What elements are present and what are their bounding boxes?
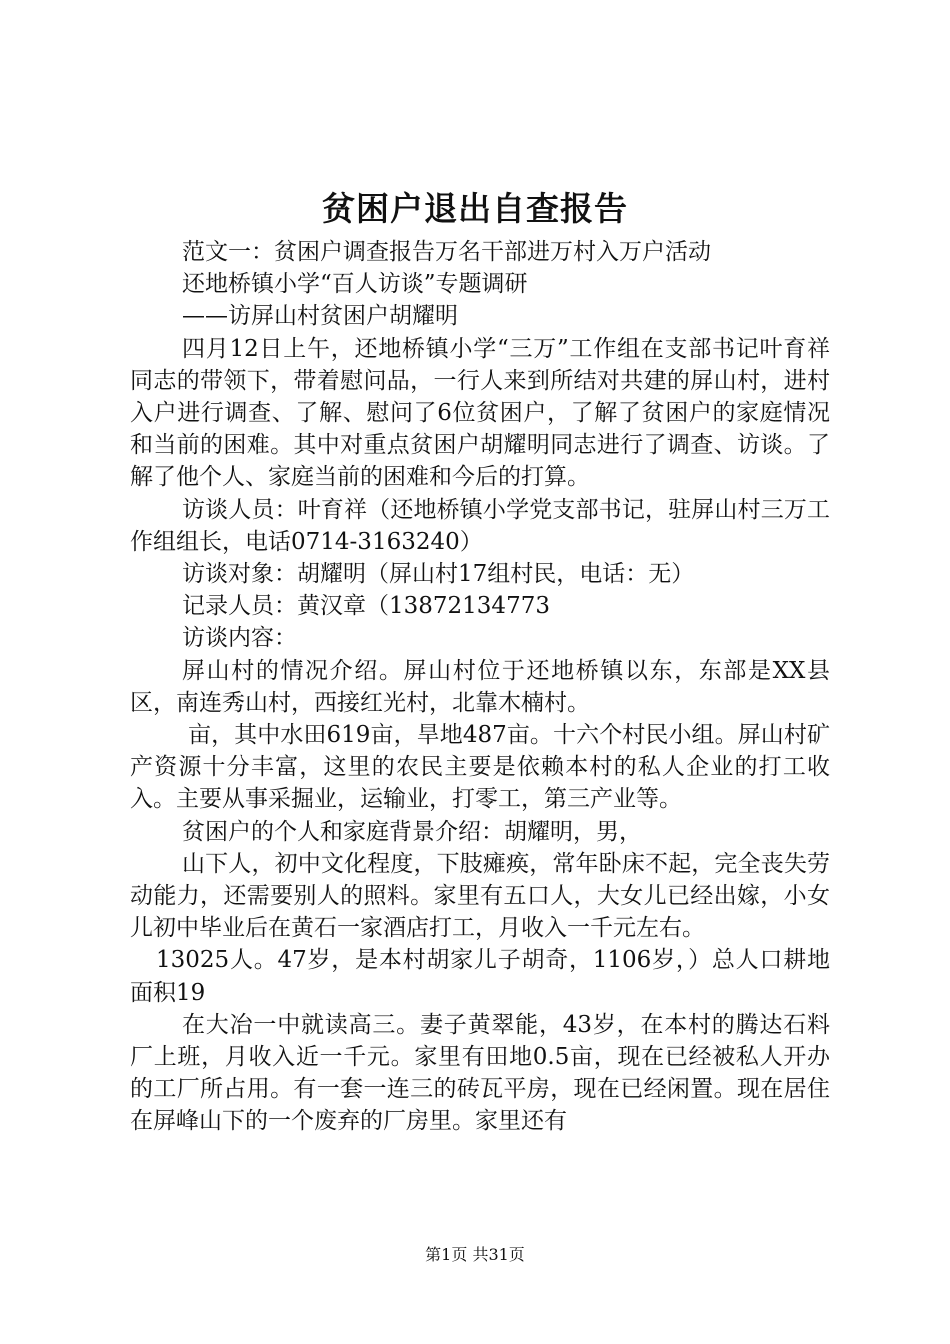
paragraph-recorder: 记录人员：黄汉章（13872134773 [182,593,550,620]
paragraph-land: 亩，其中水田619亩，旱地487亩。十六个村民小组。屏山村矿产资源十分丰富，这里的农民主要是依赖本村的私人企业的打工收入。主要从事采掘业，运输业，打零工，第三产业等。 [130,722,830,813]
paragraph-household-detail: 山下人，初中文化程度，下肢瘫痪，常年卧床不起，完全丧失劳动能力，还需要别人的照料。家里有五口人，大女儿已经出嫁，小女儿初中毕业后在黄石一家酒店打工，月收入一千元左右。 [130,850,830,942]
paragraph-population: 13025人。47岁，是本村胡家儿子胡奇，1106岁，）总人口耕地面积19 [130,947,830,1006]
paragraph-household-background: 贫困户的个人和家庭背景介绍：胡耀明，男， [182,818,642,845]
paragraph-subtitle: 还地桥镇小学“百人访谈”专题调研 [182,271,528,298]
document-title: 贫困户退出自查报告 [322,189,628,228]
paragraph-visit-subject: ——访屏山村贫困户胡耀明 [182,303,458,330]
document-body [130,236,830,1138]
page-number: 第1页 共31页 [425,1245,525,1264]
paragraph-interviewer: 访谈人员：叶育祥（还地桥镇小学党支部书记，驻屏山村三万工作组组长，电话0714-3163240） [130,496,830,555]
paragraph-interviewee: 访谈对象：胡耀明（屏山村17组村民，电话：无） [182,561,695,588]
paragraph-content-label: 访谈内容： [182,625,297,652]
paragraph-family-income: 在大冶一中就读高三。妻子黄翠能，43岁，在本村的腾达石料厂上班，月收入近一千元。家里有田地0.5亩，现在已经被私人开办的工厂所占用。有一套一连三的砖瓦平房，现在已经闲置。现在居住在屏峰山下的一个废弃的厂房里。家里还有 [130,1011,830,1135]
paragraph-sample-heading: 范文一：贫困户调查报告万名干部进万村入万户活动 [182,239,711,265]
paragraph-intro: 四月12日上午，还地桥镇小学“三万”工作组在支部书记叶育祥同志的带领下，带着慰问品，一行人来到所结对共建的屏山村，进村入户进行调查、了解、慰问了6位贫困户，了解了贫困户的家庭情况和当前的困难。其中对重点贫困户胡耀明同志进行了调查、访谈。了解了他个人、家庭当前的困难和今后的打算。 [130,335,830,491]
paragraph-village-intro: 屏山村的情况介绍。屏山村位于还地桥镇以东，东部是XX县区，南连秀山村，西接红光村，北靠木楠村。 [130,657,830,716]
